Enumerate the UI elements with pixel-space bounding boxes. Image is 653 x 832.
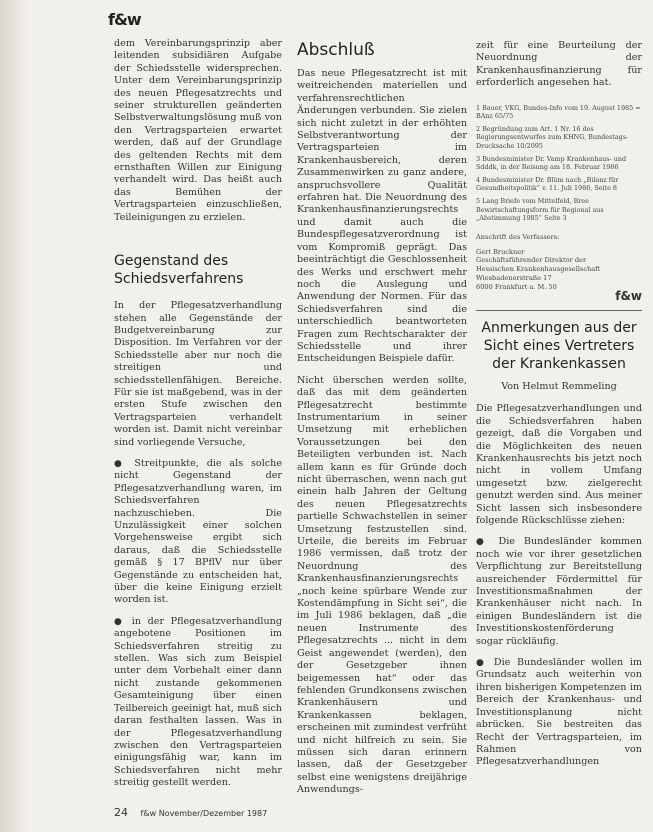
- footnote: 3 Bundesminister Dr. Vamp Krankenhaus- und Sdddk, in der Reisung am 18. Februar 1986: [476, 154, 627, 172]
- address-label: Anschrift des Verfassers:: [476, 232, 560, 241]
- footnote: 1 Bauer, VKG, Bundes-Info vom 19. August 1985 = BAnz 65/75: [476, 103, 641, 121]
- section-logo: f&w: [615, 288, 642, 303]
- scan-shadow-edge: [0, 0, 28, 832]
- article-author: Von Helmut Remmeling: [501, 380, 617, 392]
- bullet-paragraph: ● in der Pflegesatzverhandlung angebotene Positionen im Schiedsverfahren streitig zu stellen. Was sich zum Beispiel unter dem Vorbehalt einer dann nicht zustande gekommenen Gesamteinigung über einen Teilbereich geeinigt hat, muß sich daran festhalten lassen. Was in der Pflegesatzverhandlung zwischen den Vertragsparteien einigungsfähig war, kann im Schiedsverfahren nicht mehr streitig gestellt werden.: [114, 616, 282, 790]
- bullet-paragraph: ● Streitpunkte, die als solche nicht Gegenstand der Pflegesatzverhandlung waren, im Schiedsverfahren nachzuschieben. Die Unzulässigkeit einer solchen Vorgehensweise ergibt sich daraus, daß die Schiedsstelle gemäß § 17 BPflV nur über Gegenstände zu entscheiden hat, über die keine Einigung erzielt worden ist.: [114, 458, 282, 607]
- address-line: Hessischen Krankenhausgesellschaft: [476, 265, 601, 274]
- section-heading: Gegenstand des Schiedsverfahrens: [114, 253, 244, 288]
- header-logo: f&w: [108, 10, 141, 29]
- bullet-paragraph: ● Die Bundesländer wollen im Grundsatz auch weiterhin von ihren bisherigen Kompetenzen im Bereich der Krankenhaus- und Investitionsplanung nicht abrücken. Sie bestreiten das Recht der Vertragsparteien, im Rahmen von Pflegesatzverhandlungen: [476, 657, 642, 769]
- section-heading: Abschluß: [297, 40, 375, 60]
- author-address: [476, 233, 642, 292]
- address-line: Gert Bruckner: [476, 247, 525, 256]
- address-line: Geschäftsführender Direktor der: [476, 256, 587, 265]
- address-line: Wiesbadenerstraße 17: [476, 273, 552, 282]
- page-footer: [114, 806, 267, 819]
- paragraph: Nicht überschen werden sollte, daß das mit dem geänderten Pflegesatzrecht bestimmte Instrumentarium in seiner Umsetzung mit erheblichen Voraussetzungen bei den Beteiligten verbunden ist. Nach allem kann es für Gründe doch nicht überraschen, wenn nach gut einein halb Jahren der Geltung des neuen Pflegesatzrechts partielle Schwachstellen in seiner Umsetzung festzustellen sind. Urteile, die bereits im Februar 1986 vermissen, daß trotz der Neuordnung des Krankenhausfinanzierungsrechts „noch keine spürbare Wende zur Kostendämpfung in Sicht sei“, die im Juli 1986 beklagen, daß „die neuen Instrumente des Pflegesatzrechts ... nicht in dem Geist angewendet (werden), den der Gesetzgeber ihnen beigemessen hat“ oder das fehlenden Grundkonsens zwischen Krankenhäusern und Krankenkassen beklagen, erscheinen mit zumindest verfrüht und nicht hilfreich zu sein. Sie müssen sich daran erinnern lassen, daß der Gesetzgeber selbst eine wenigstens dreijährige Anwendungs-: [297, 374, 467, 796]
- article-title: Anmerkungen aus der Sicht eines Vertreters der Krankenkassen: [481, 319, 637, 372]
- paragraph: Das neue Pflegesatzrecht ist mit weitreichenden materiellen und verfahrensrechtlichen Änderungen verbunden. Sie zielen sich nicht zuletzt in der erhöhten Selbstverantwortung der Vertragsparteien im Krankenhausbereich, deren Zusammenwirken zu ganz andere, anspruchsvollere Qualität erfahren hat. Die Neuordnung des Krankenhausfinanzierungsrechts und damit auch die Bundespflegesatzverordnung ist vom Kompromiß geprägt. Das beeinträchtigt die Geschlossenheit des Werks und erschwert mehr noch die Auslegung und Anwendung der Normen. Für das Schiedsverfahren sind die unterschiedlich beantworteten Fragen zum Rechtscharakter der Schiedsstelle und ihrer Entscheidungen Beispiele dafür.: [297, 68, 467, 365]
- paragraph: zeit für eine Beurteilung der Neuordnung der Krankenhausfinanzierung für erforderlich angesehen hat.: [476, 40, 642, 89]
- paragraph: Die Pflegesatzverhandlungen und die Schiedsverfahren haben gezeigt, daß die Vorgaben und die Möglichkeiten des neuen Krankenhausrechts bis jetzt noch nicht in vollem Umfang umgesetzt bzw. zielgerecht genutzt werden sind. Aus meiner Sicht lassen sich insbesondere folgende Rückschlüsse ziehen:: [476, 403, 642, 526]
- column-middle: [297, 40, 467, 806]
- page-number: 24: [114, 806, 128, 819]
- address-line: 6000 Frankfurt a. M. 50: [476, 282, 557, 291]
- footnote-list: [476, 104, 642, 223]
- column-left: [114, 38, 282, 799]
- column-right: [476, 40, 642, 778]
- paragraph: dem Vereinbarungsprinzip aber leitenden subsidiären Aufgabe der Schiedsstelle widersprechen. Unter dem Vereinbarungsprinzip des neuen Pflegesatzrechts und seiner strukturellen geänderten Selbstverwaltungslösung muß von den Vertragsparteien erwartet werden, daß auf der Grundlage des geltenden Rechts mit dem ernsthaften Willen zur Einigung verhandelt wird. Das heißt auch das Bemühen der Vertragsparteien einzuschließen, Teileinigungen zu erzielen.: [114, 38, 282, 223]
- footnote: 4 Bundesminister Dr. Blüm nach „Bilanz für Gesundheitspolitik“ v. 11. Juli 1986, Seite 8: [476, 175, 619, 193]
- divider: [476, 310, 642, 311]
- footnote: 5 Lang Briefe vom Mittelfeld, Bree Bewirtschaftungsform für Regional aus „Abstimmung 1985“ Seite 3: [476, 196, 604, 223]
- bullet-paragraph: ● Die Bundesländer kommen noch wie vor ihrer gesetzlichen Verpflichtung zur Bereitstellung ausreichender Fördermittel für Investitionsmaßnahmen der Krankenhäuser nicht nach. In einigen Bundesländern ist die Investitionskostenförderung sogar rückläufig.: [476, 536, 642, 648]
- paragraph: In der Pflegesatzverhandlung stehen alle Gegenstände der Budgetvereinbarung zur Disposition. Im Verfahren vor der Schiedsstelle aber nur noch die streitigen und schiedsstellenfähigen. Bereiche. Für sie ist maßgebend, was in der ersten Stufe zwischen den Vertragsparteien verhandelt worden ist. Damit nicht vereinbar sind vorliegende Versuche,: [114, 300, 282, 448]
- footnote: 2 Begründung zum Art. 1 Nr. 16 des Regierungsentwurfes zum KHNG, Bundestags-Drucksache 10/2095: [476, 124, 629, 150]
- issue-line: f&w November/Dezember 1987: [140, 809, 268, 818]
